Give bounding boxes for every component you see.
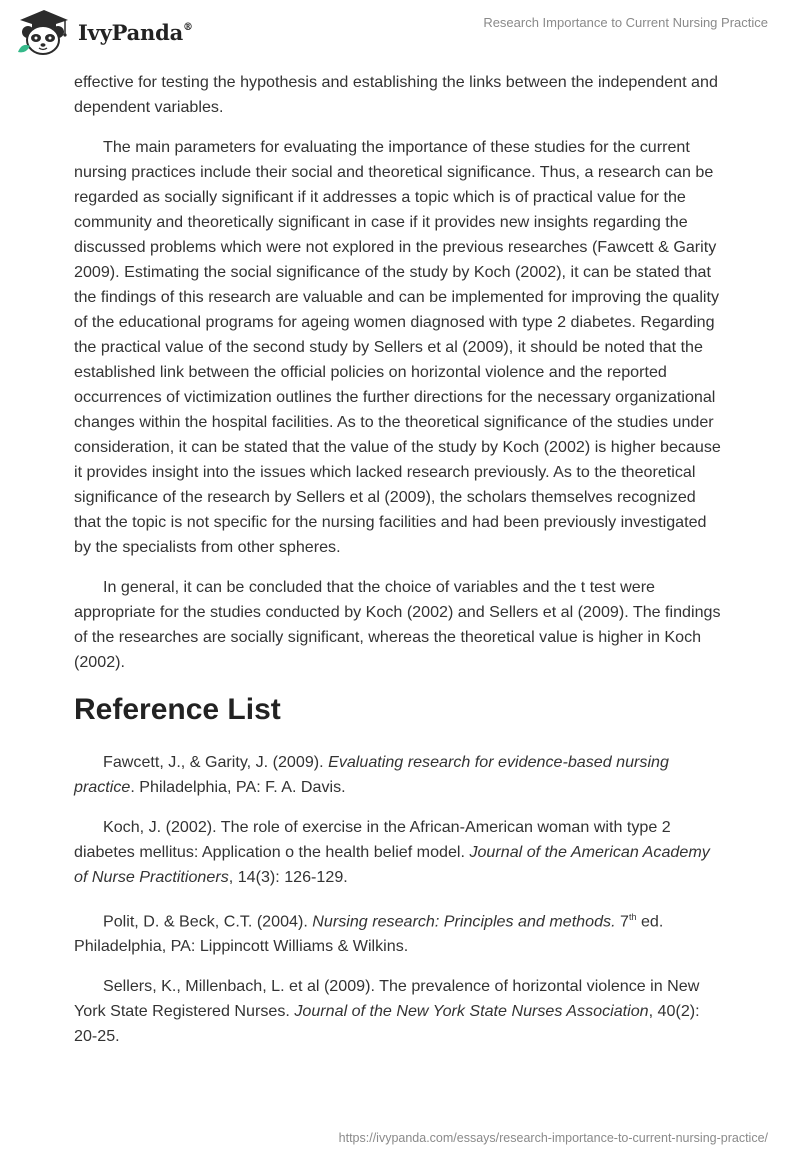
panda-graduate-icon: [14, 8, 72, 56]
paragraph-continued: effective for testing the hypothesis and establishing the links between the independent and dependent variables.: [74, 73, 718, 116]
reference-item-koch: Koch, J. (2002). The role of exercise in the African-American woman with type 2 diabetes mellitus: Application o the health belief model. Journal of the American Academy of Nurse Practitioners, 14(3): 126-129.: [74, 818, 710, 886]
paragraph-significance: The main parameters for evaluating the importance of these studies for the current nursing practices include their social and theoretical significance. Thus, a research can be regarded as socially significant if it addresses a topic which is of practical value for the community and theoretically significant in case if it provides new insights regarding the discussed problems which were not explored in the previous researches (Fawcett & Garity 2009). Estimating the social significance of the study by Koch (2002), it can be stated that the findings of this research are valuable and can be implemented for improving the quality of the educational programs for ageing women diagnosed with type 2 diabetes. Regarding the practical value of the second study by Sellers et al (2009), it should be noted that the established link between the official policies on horizontal violence and the reported occurrences of victimization outlines the further directions for the necessary organizational changes within the hospital facilities. As to the theoretical significance of the studies under consideration, it can be stated that the value of the study by Koch (2002) is higher because it provides insight into the issues which lacked research previously. As to the theoretical significance of the research by Sellers et al (2009), the scholars themselves recognized that the topic is not specific for the nursing facilities and had been previously investigated by the specialists from other spheres.: [74, 138, 721, 556]
page-header: [0, 0, 800, 70]
paragraph-conclusion: In general, it can be concluded that the choice of variables and the t test were appropriate for the studies conducted by Koch (2002) and Sellers et al (2009). The findings of the researches are socially significant, whereas the theoretical value is higher in Koch (2002).: [74, 578, 721, 671]
essay-content: [74, 70, 726, 1064]
footer-source-url[interactable]: https://ivypanda.com/essays/research-importance-to-current-nursing-practice/: [338, 1131, 768, 1145]
reference-list-heading: Reference List: [74, 693, 281, 726]
reference-item-polit: Polit, D. & Beck, C.T. (2004). Nursing research: Principles and methods. 7th ed. Philadelphia, PA: Lippincott Williams & Wilkins.: [74, 912, 664, 956]
page-header-title: Research Importance to Current Nursing Practice: [483, 15, 768, 30]
reference-item-fawcett: Fawcett, J., & Garity, J. (2009). Evaluating research for evidence-based nursing practice. Philadelphia, PA: F. A. Davis.: [74, 753, 669, 796]
reference-item-sellers: Sellers, K., Millenbach, L. et al (2009). The prevalence of horizontal violence in New York State Registered Nurses. Journal of the New York State Nurses Association, 40(2): 20-25.: [74, 977, 700, 1046]
ivypanda-logo[interactable]: [14, 8, 193, 56]
brand-name: IvyPanda®: [78, 19, 193, 45]
